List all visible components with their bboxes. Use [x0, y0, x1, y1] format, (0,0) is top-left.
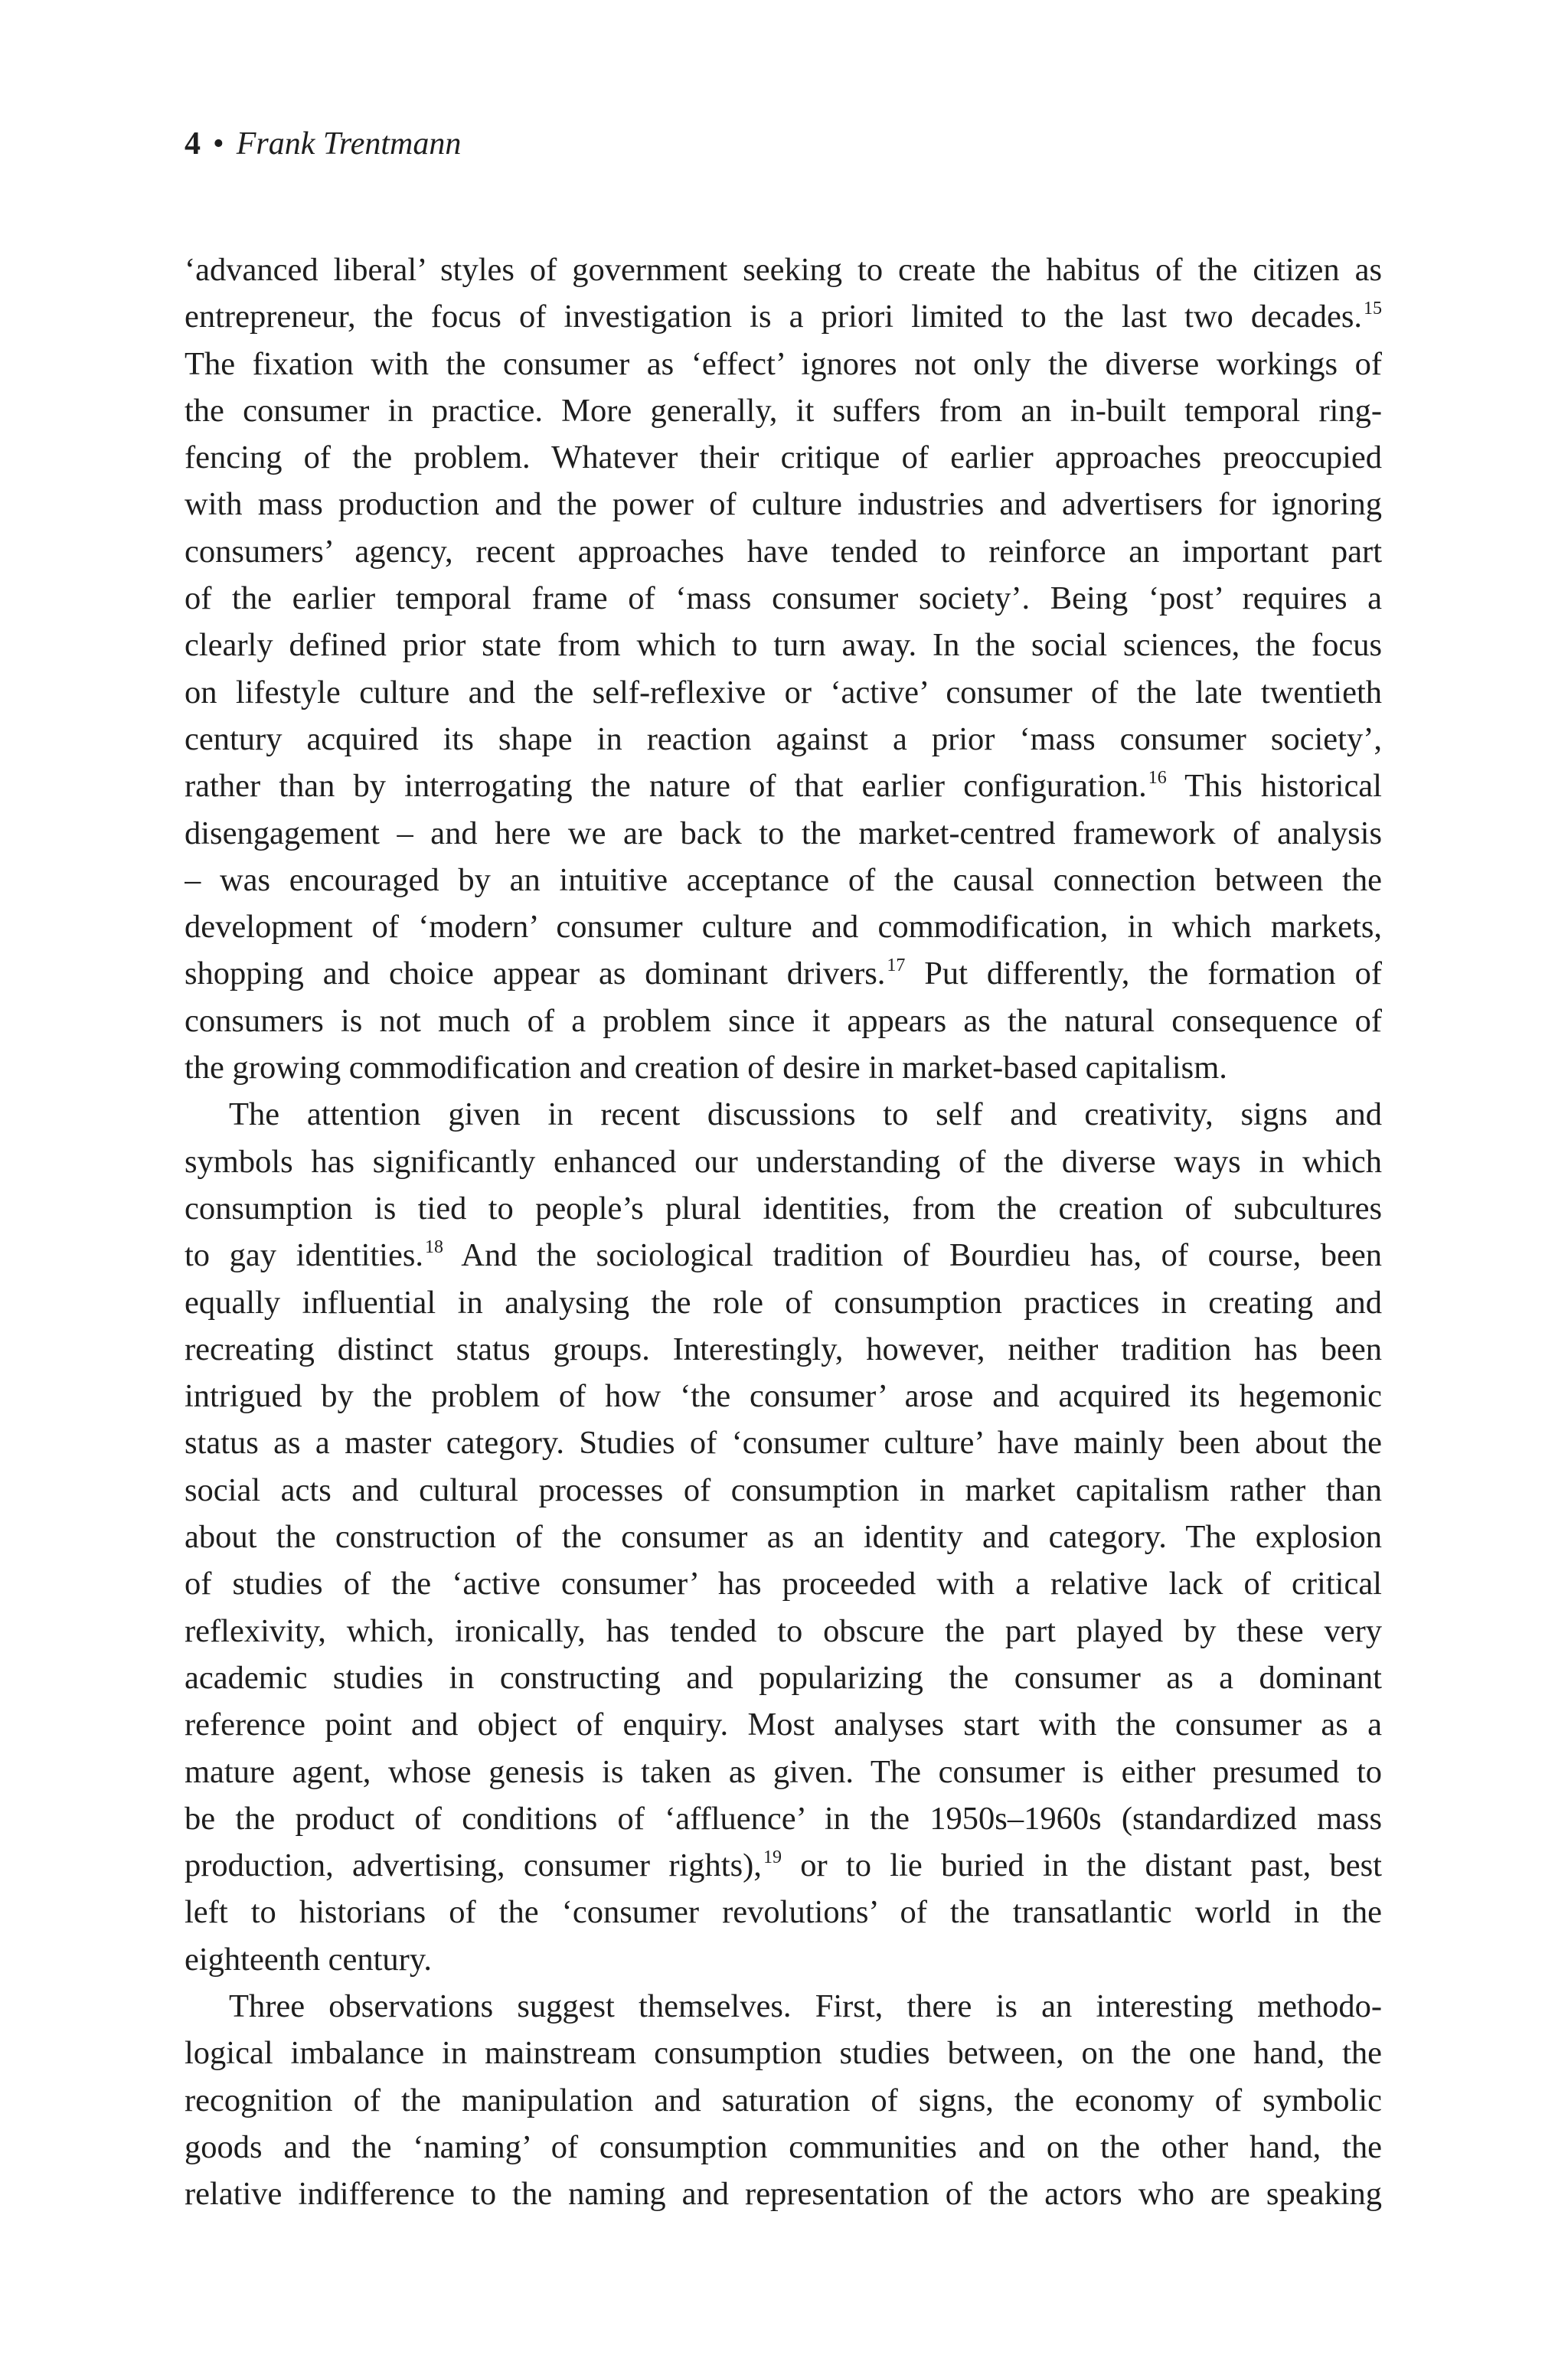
text-line: [185, 1185, 1382, 1232]
line-text: on lifestyle culture and the self-reflexive or ‘active’ consumer of the late twentieth: [185, 674, 1382, 710]
text-line: [185, 1419, 1382, 1466]
line-text: consumption is tied to people’s plural identities, from the creation of subcultures: [185, 1190, 1382, 1227]
line-text: mature agent, whose genesis is taken as given. The consumer is either presumed to: [185, 1753, 1382, 1790]
text-line: [185, 575, 1382, 622]
line-text: social acts and cultural processes of consumption in market capitalism rather than: [185, 1472, 1382, 1508]
line-text: disengagement – and here we are back to the market-centred framework of analysis: [185, 815, 1382, 851]
line-text: of studies of the ‘active consumer’ has proceeded with a relative lack of critical: [185, 1566, 1382, 1602]
footnote-marker[interactable]: 18: [425, 1237, 444, 1258]
line-text: symbols has significantly enhanced our understanding of the diverse ways in which: [185, 1143, 1382, 1180]
text-line: [185, 1514, 1382, 1560]
paragraph: [185, 247, 1382, 1091]
line-text: intrigued by the problem of how ‘the consumer’ arose and acquired its hegemonic: [185, 1378, 1382, 1415]
paragraph: [185, 1091, 1382, 1983]
line-text: relative indifference to the naming and representation of the actors who are speaking: [185, 2176, 1382, 2213]
line-text: logical imbalance in mainstream consumption studies between, on the one hand, the: [185, 2035, 1382, 2072]
text-line: [185, 1936, 1382, 1983]
text-line: [185, 998, 1382, 1044]
line-text: production, advertising, consumer rights),: [185, 1847, 762, 1884]
text-line: [185, 1138, 1382, 1185]
line-text: of the earlier temporal frame of ‘mass consumer society’. Being ‘post’ requires a: [185, 580, 1382, 617]
line-text: to gay identities.: [185, 1237, 424, 1274]
text-line: [185, 1842, 1382, 1889]
text-line: [185, 341, 1382, 387]
footnote-marker[interactable]: 16: [1148, 768, 1167, 789]
text-line: [185, 434, 1382, 481]
text-line: [185, 1608, 1382, 1655]
line-text: recreating distinct status groups. Interestingly, however, neither tradition has been: [185, 1331, 1382, 1367]
line-text-continued: This historical: [1166, 768, 1382, 805]
footnote-marker[interactable]: 15: [1364, 299, 1382, 319]
line-text: reflexivity, which, ironically, has tended to obscure the part played by these very: [185, 1612, 1382, 1649]
text-line: [185, 1373, 1382, 1419]
line-text: the consumer in practice. More generally, it suffers from an in-built temporal ring-: [185, 392, 1382, 429]
line-text-continued: And the sociological tradition of Bourdieu has, of course, been: [443, 1237, 1382, 1274]
text-line: [185, 622, 1382, 668]
text-line: [185, 669, 1382, 716]
line-text: consumers’ agency, recent approaches have tended to reinforce an important part: [185, 533, 1382, 570]
line-text: goods and the ‘naming’ of consumption communities and on the other hand, the: [185, 2128, 1382, 2165]
line-text: equally influential in analysing the role of consumption practices in creating and: [185, 1284, 1382, 1321]
text-line: [185, 1091, 1382, 1138]
text-line: [185, 2077, 1382, 2124]
text-line: [185, 2124, 1382, 2171]
footnote-marker[interactable]: 17: [887, 955, 906, 976]
text-line: [185, 716, 1382, 763]
text-line: [185, 2030, 1382, 2076]
header-separator: •: [213, 126, 224, 162]
line-text: clearly defined prior state from which to turn away. In the social sciences, the focus: [185, 627, 1382, 664]
text-line: [185, 1044, 1382, 1091]
text-line: [185, 1279, 1382, 1326]
line-text: the growing commodification and creation of desire in market-based capitalism.: [185, 1050, 1227, 1086]
line-text: ‘advanced liberal’ styles of government seeking to create the habitus of the citizen as: [185, 252, 1382, 288]
body-text: [185, 247, 1382, 2217]
line-text-continued: Put differently, the formation of: [905, 955, 1382, 992]
line-text: shopping and choice appear as dominant drivers.: [185, 955, 886, 992]
line-text: academic studies in constructing and popularizing the consumer as a dominant: [185, 1659, 1382, 1696]
text-line: [185, 763, 1382, 809]
text-line: [185, 1749, 1382, 1795]
page-number: 4: [185, 126, 201, 162]
text-line: [185, 1983, 1382, 2030]
text-line: [185, 1701, 1382, 1748]
text-line: [185, 1560, 1382, 1607]
line-text: reference point and object of enquiry. Most analyses start with the consumer as a: [185, 1707, 1382, 1743]
text-line: [185, 1467, 1382, 1514]
line-text: rather than by interrogating the nature of that earlier configuration.: [185, 768, 1147, 805]
text-line: [185, 950, 1382, 997]
line-text: be the product of conditions of ‘affluence’ in the 1950s–1960s (standardized mass: [185, 1800, 1382, 1837]
line-text: development of ‘modern’ consumer culture and commodification, in which markets,: [185, 909, 1382, 946]
text-line: [185, 1232, 1382, 1279]
footnote-marker[interactable]: 19: [763, 1847, 782, 1868]
text-line: [185, 247, 1382, 293]
line-text: fencing of the problem. Whatever their critique of earlier approaches preoccupied: [185, 439, 1382, 476]
text-line: [185, 810, 1382, 857]
line-text: consumers is not much of a problem since it appears as the natural consequence of: [185, 1002, 1382, 1039]
text-line: [185, 481, 1382, 528]
text-line: [185, 387, 1382, 434]
line-text: eighteenth century.: [185, 1941, 432, 1978]
text-line: [185, 1795, 1382, 1842]
text-line: [185, 528, 1382, 575]
text-line: [185, 903, 1382, 950]
text-line: [185, 857, 1382, 903]
line-text: The fixation with the consumer as ‘effect’ ignores not only the diverse workings of: [185, 345, 1382, 382]
line-text: recognition of the manipulation and saturation of signs, the economy of symbolic: [185, 2082, 1382, 2118]
line-text: about the construction of the consumer as an identity and category. The explosion: [185, 1519, 1382, 1556]
line-text: century acquired its shape in reaction against a prior ‘mass consumer society’,: [185, 720, 1382, 757]
line-text: entrepreneur, the focus of investigation is a priori limited to the last two decades.: [185, 299, 1362, 335]
line-text-continued: or to lie buried in the distant past, best: [781, 1847, 1382, 1884]
text-line: [185, 1655, 1382, 1701]
text-line: [185, 1326, 1382, 1373]
text-line: [185, 1889, 1382, 1935]
running-head: [185, 122, 461, 165]
author-name: Frank Trentmann: [236, 126, 462, 162]
line-text: The attention given in recent discussions to self and creativity, signs and: [229, 1096, 1382, 1133]
line-text: Three observations suggest themselves. First, there is an interesting methodo-: [229, 1988, 1382, 2024]
line-text: status as a master category. Studies of ‘consumer culture’ have mainly been about the: [185, 1425, 1382, 1462]
text-line: [185, 2171, 1382, 2217]
line-text: left to historians of the ‘consumer revolutions’ of the transatlantic world in the: [185, 1894, 1382, 1931]
line-text: – was encouraged by an intuitive acceptance of the causal connection between the: [185, 861, 1382, 898]
paragraph: [185, 1983, 1382, 2217]
text-line: [185, 293, 1382, 340]
line-text: with mass production and the power of culture industries and advertisers for ignoring: [185, 486, 1382, 523]
